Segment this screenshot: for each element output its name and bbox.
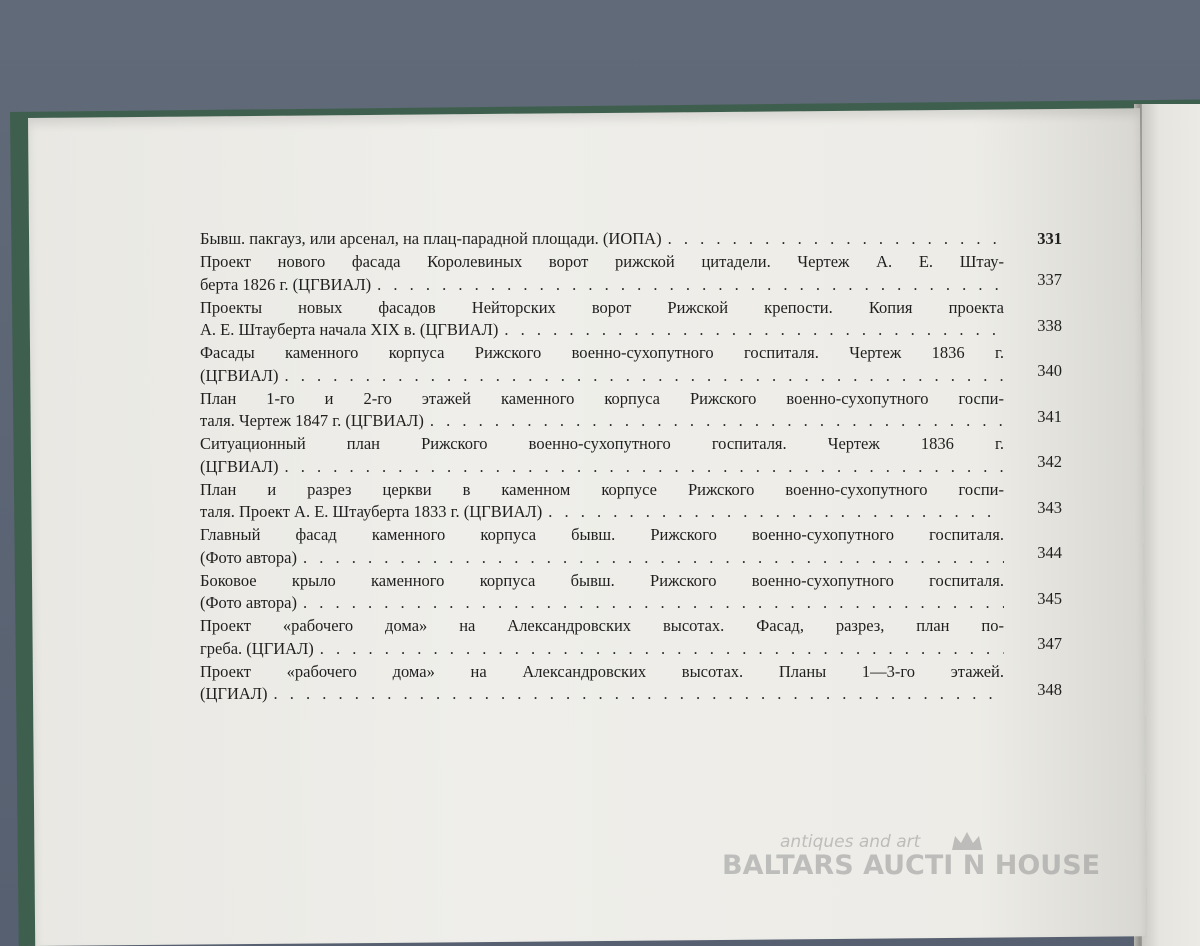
toc-entry-line-2	[200, 456, 1062, 479]
toc-entry-line-2-text: (Фото автора)	[200, 593, 297, 612]
dot-leader	[430, 410, 1004, 433]
toc-entry-line-1: Боковое крыло каменного корпуса бывш. Рижского военно-сухопутного госпиталя.	[200, 570, 1004, 590]
dot-leader	[377, 274, 1004, 297]
toc-page-number: 343	[1037, 497, 1062, 517]
toc-entry-line-2	[200, 592, 1062, 615]
toc-entry	[200, 433, 1062, 478]
toc-entry-line-1: Ситуационный план Рижского военно-сухопутного госпиталя. Чертеж 1836 г.	[200, 434, 1004, 453]
dot-leader	[303, 592, 1004, 615]
toc-entry-line-2	[200, 683, 1062, 706]
toc-entry-line-2	[200, 319, 1062, 342]
toc-entry-line-1: Проекты новых фасадов Нейторских ворот Рижской крепости. Копия проекта	[200, 297, 1004, 317]
toc-entry-line-2	[200, 501, 1062, 524]
toc-page-number: 345	[1037, 588, 1062, 608]
toc-entry	[200, 251, 1062, 296]
dot-leader	[320, 638, 1004, 661]
toc-entry	[200, 661, 1062, 706]
toc-page-number: 341	[1037, 406, 1062, 426]
dot-leader	[273, 683, 1004, 706]
toc-entry	[200, 228, 1062, 251]
toc-entry-text: Бывш. пакгауз, или арсенал, на плац-парадной площади. (ИОПА)	[200, 229, 662, 248]
toc-entry-line-2	[200, 547, 1062, 570]
toc-entry	[200, 297, 1062, 342]
toc-page-number: 347	[1037, 634, 1062, 653]
dot-leader	[284, 365, 1004, 388]
toc-entry-line-2	[200, 365, 1062, 388]
crown-icon	[950, 830, 984, 852]
toc-entry-line-1: Проект «рабочего дома» на Александровских высотах. Планы 1—3-го этажей.	[200, 661, 1004, 681]
toc-page-number: 338	[1037, 315, 1062, 335]
toc-entry	[200, 479, 1062, 524]
toc-page-number: 344	[1037, 543, 1062, 562]
dot-leader	[668, 228, 1004, 251]
toc-entry-line-2-text: (ЦГВИАЛ)	[200, 456, 279, 476]
toc-entry-line-1: План и разрез церкви в каменном корпусе Рижского военно-сухопутного госпи-	[200, 479, 1004, 499]
watermark-tagline: antiques and art	[780, 832, 921, 852]
toc-entry-line-1: План 1-го и 2-го этажей каменного корпуса Рижского военно-сухопутного госпи-	[200, 388, 1004, 408]
toc-page-number: 331	[1037, 229, 1062, 248]
toc-entry-line-2-text: таля. Чертеж 1847 г. (ЦГВИАЛ)	[200, 411, 424, 430]
toc-entry	[200, 342, 1062, 387]
dot-leader	[504, 319, 1004, 342]
toc-page-number: 342	[1037, 452, 1062, 471]
dot-leader	[303, 547, 1004, 570]
toc-entry-line-2	[200, 410, 1062, 433]
toc-entry-line-1: Фасады каменного корпуса Рижского военно-сухопутного госпиталя. Чертеж 1836 г.	[200, 343, 1004, 362]
toc-entry-line-2	[200, 638, 1062, 661]
auction-watermark	[722, 832, 1122, 892]
toc-entry	[200, 524, 1062, 569]
toc-page-number: 337	[1037, 270, 1062, 289]
dot-leader	[548, 501, 1004, 524]
table-of-contents	[200, 228, 1062, 706]
toc-entry-line-2-text: (ЦГИАЛ)	[200, 684, 268, 703]
toc-page-number: 340	[1037, 361, 1062, 380]
toc-entry-line-2-text: А. Е. Штауберта начала XIX в. (ЦГВИАЛ)	[200, 320, 499, 339]
toc-entry-line-2-text: (ЦГВИАЛ)	[200, 365, 279, 385]
toc-entry-line-1: Проект нового фасада Королевиных ворот рижской цитадели. Чертеж А. Е. Штау-	[200, 252, 1004, 271]
toc-entry-line-2-text: греба. (ЦГИАЛ)	[200, 638, 314, 658]
toc-entry	[200, 615, 1062, 660]
toc-entry-line-2-text: берта 1826 г. (ЦГВИАЛ)	[200, 274, 372, 294]
toc-entry-line-1: Главный фасад каменного корпуса бывш. Рижского военно-сухопутного госпиталя.	[200, 525, 1004, 544]
right-page-edge	[1142, 104, 1200, 946]
toc-entry-line-2-text: (Фото автора)	[200, 547, 297, 567]
toc-entry-line-1: Проект «рабочего дома» на Александровских высотах. Фасад, разрез, план по-	[200, 616, 1004, 635]
toc-entry	[200, 388, 1062, 433]
toc-entry	[200, 570, 1062, 615]
toc-page-number: 348	[1037, 679, 1062, 699]
toc-entry-line-2	[200, 274, 1062, 297]
dot-leader	[284, 456, 1004, 479]
toc-entry-line-2-text: таля. Проект А. Е. Штауберта 1833 г. (ЦГВИАЛ)	[200, 502, 543, 521]
watermark-name: BALTARS AUCTI N HOUSE	[722, 850, 1101, 881]
toc-entry-line-1	[200, 228, 1062, 251]
